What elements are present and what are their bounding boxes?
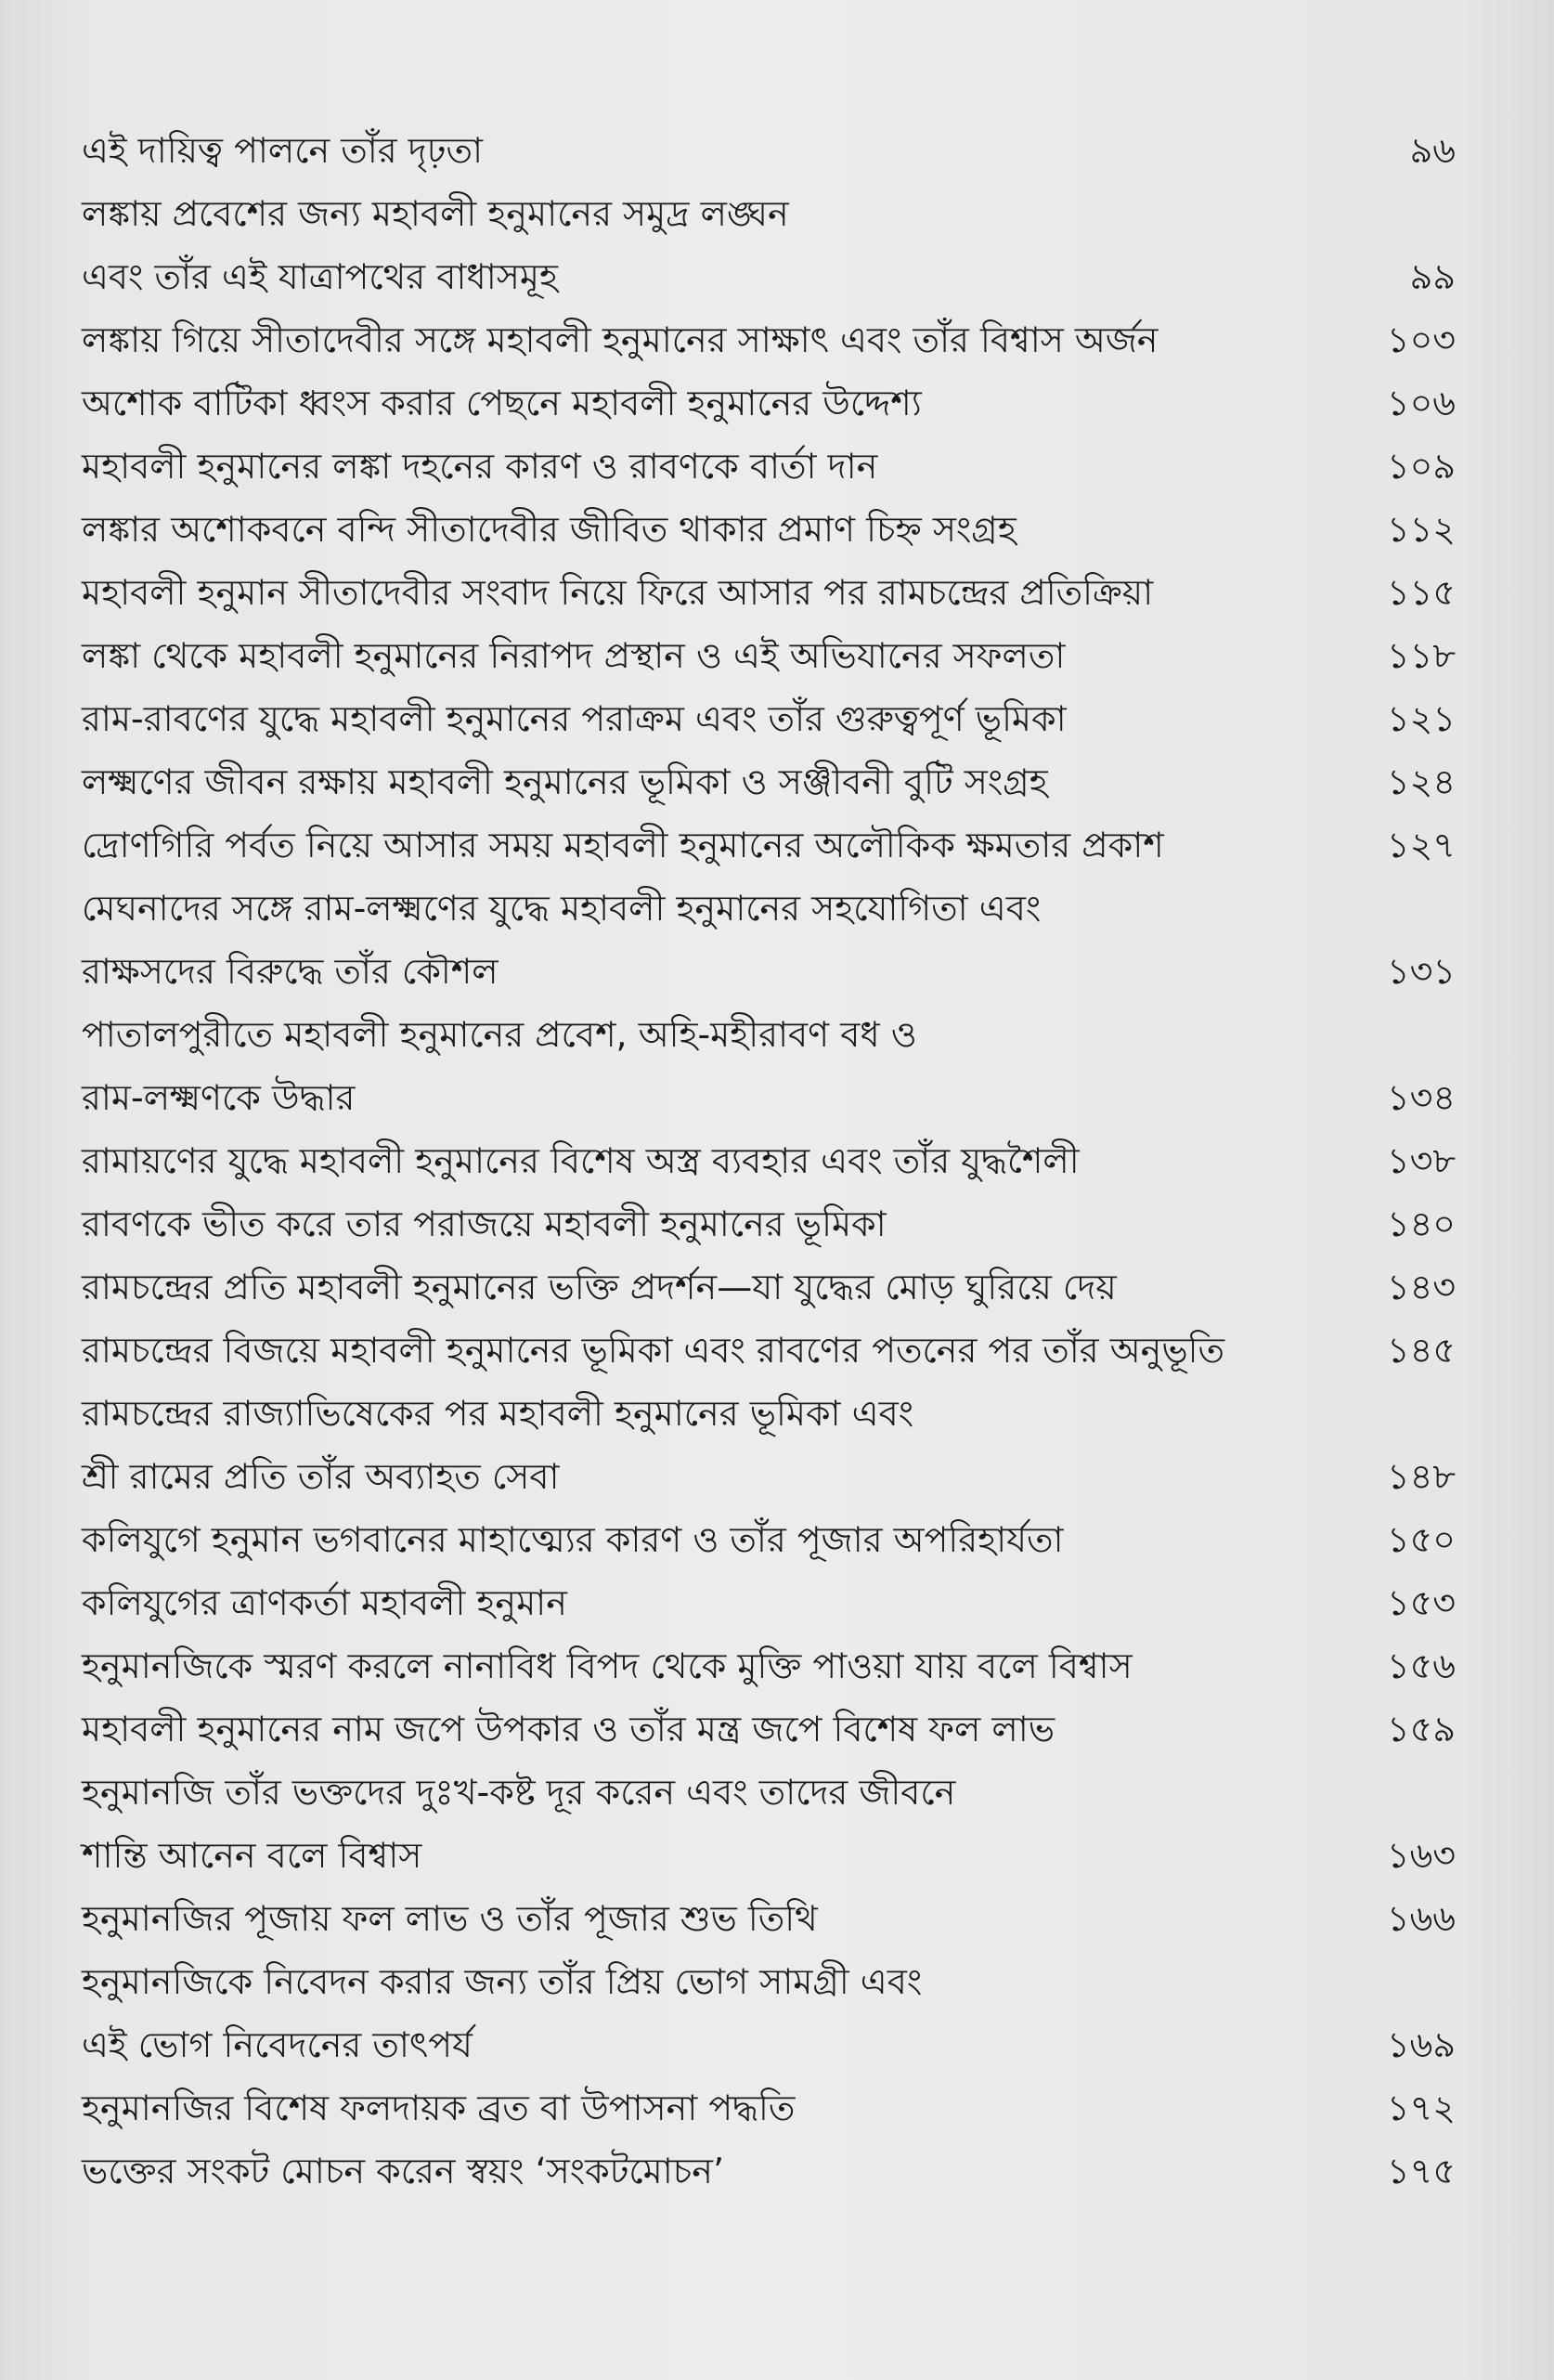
toc-entry (82, 2076, 1456, 2139)
toc-entry (82, 1571, 1456, 1634)
toc-entry-line (82, 1950, 1456, 2013)
toc-entry-line (82, 940, 1456, 1003)
toc-entry-title: এবং তাঁর এই যাত্রাপথের বাধাসমূহ (82, 256, 558, 297)
toc-entry (82, 687, 1456, 750)
toc-page-number: ৯৬ (1409, 130, 1456, 171)
toc-entry (82, 308, 1456, 371)
toc-entry-title: হনুমানজি তাঁর ভক্তদের দুঃখ-কষ্ট দূর করেন এবং তাদের জীবনে (82, 1772, 956, 1813)
toc-page-number: ১১৮ (1387, 635, 1456, 676)
toc-page-number: ১৪৩ (1386, 1267, 1456, 1307)
toc-entry-line (82, 1192, 1456, 1255)
toc-entry-title: মহাবলী হনুমানের লঙ্কা দহনের কারণ ও রাবণকে বার্তা দান (82, 446, 878, 487)
toc-entry-line (82, 1508, 1456, 1571)
toc-entry (82, 1950, 1456, 2076)
toc-page-number: ১১৫ (1387, 572, 1456, 613)
toc-page-number: ১০৩ (1386, 319, 1456, 360)
toc-entry (82, 182, 1456, 308)
toc-entry-line (82, 1571, 1456, 1634)
toc-entry-line (82, 2139, 1456, 2203)
toc-entry-title: হনুমানজিকে স্মরণ করলে নানাবিধ বিপদ থেকে মুক্তি পাওয়া যায় বলে বিশ্বাস (82, 1645, 1133, 1686)
toc-entry-title: মহাবলী হনুমান সীতাদেবীর সংবাদ নিয়ে ফিরে আসার পর রামচন্দ্রের প্রতিক্রিয়া (82, 572, 1154, 613)
toc-entry-title: লঙ্কায় গিয়ে সীতাদেবীর সঙ্গে মহাবলী হনুমানের সাক্ষাৎ এবং তাঁর বিশ্বাস অর্জন (82, 319, 1159, 360)
toc-entry-line (82, 308, 1456, 371)
toc-entry-title: এই দায়িত্ব পালনে তাঁর দৃঢ়তা (82, 130, 483, 171)
toc-page-number: ১৩১ (1386, 951, 1456, 992)
toc-page-number: ১৫৬ (1386, 1645, 1456, 1686)
toc-entry-line (82, 119, 1456, 182)
toc-entry-line (82, 435, 1456, 498)
toc-entry-line (82, 1382, 1456, 1445)
toc-entry (82, 1319, 1456, 1382)
toc-page-number: ১৪০ (1386, 1203, 1456, 1244)
toc-entry (82, 435, 1456, 498)
toc-entry-line (82, 1761, 1456, 1824)
toc-entry-title: রামায়ণের যুদ্ধে মহাবলী হনুমানের বিশেষ অস্ত্র ব্যবহার এবং তাঁর যুদ্ধশৈলী (82, 1140, 1080, 1181)
toc-entry-title: হনুমানজির বিশেষ ফলদায়ক ব্রত বা উপাসনা পদ্ধতি (82, 2087, 796, 2128)
toc-page-number: ১১২ (1386, 509, 1456, 550)
toc-page-number: ১২৪ (1386, 761, 1456, 802)
toc-page-number: ১৭৫ (1386, 2151, 1456, 2191)
toc-entry-line (82, 371, 1456, 435)
toc-entry-title: লঙ্কা থেকে মহাবলী হনুমানের নিরাপদ প্রস্থান ও এই অভিযানের সফলতা (82, 635, 1066, 676)
toc-entry-title: লঙ্কায় প্রবেশের জন্য মহাবলী হনুমানের সমুদ্র লঙ্ঘন (82, 193, 789, 234)
toc-entry (82, 1697, 1456, 1761)
toc-entry (82, 1192, 1456, 1255)
toc-entry-title: রামচন্দ্রের প্রতি মহাবলী হনুমানের ভক্তি প্রদর্শন—যা যুদ্ধের মোড় ঘুরিয়ে দেয় (82, 1267, 1117, 1307)
toc-entry-line (82, 1445, 1456, 1508)
toc-entry-title: মেঘনাদের সঙ্গে রাম-লক্ষ্মণের যুদ্ধে মহাবলী হনুমানের সহযোগিতা এবং (82, 888, 1042, 929)
toc-entry-title: হনুমানজিকে নিবেদন করার জন্য তাঁর প্রিয় ভোগ সামগ্রী এবং (82, 1961, 923, 2002)
toc-entry-title: লঙ্কার অশোকবনে বন্দি সীতাদেবীর জীবিত থাকার প্রমাণ চিহ্ন সংগ্রহ (82, 509, 1017, 550)
toc-entry (82, 1887, 1456, 1950)
toc-page-number: ১২১ (1386, 698, 1456, 739)
toc-entry-line (82, 498, 1456, 561)
toc-entry-title: রাম-লক্ষ্মণকে উদ্ধার (82, 1077, 356, 1118)
toc-entry-line (82, 2076, 1456, 2139)
toc-page-number: ১৪৮ (1387, 1456, 1456, 1497)
toc-entry-line (82, 1066, 1456, 1129)
toc-entry-line (82, 1697, 1456, 1761)
toc-entry-line (82, 561, 1456, 624)
toc-entry-title: শান্তি আনেন বলে বিশ্বাস (82, 1835, 422, 1876)
toc-entry-line (82, 624, 1456, 687)
toc-entry-line (82, 750, 1456, 813)
toc-entry-title: রাক্ষসদের বিরুদ্ধে তাঁর কৌশল (82, 951, 499, 992)
toc-entry-title: রাম-রাবণের যুদ্ধে মহাবলী হনুমানের পরাক্রম এবং তাঁর গুরুত্বপূর্ণ ভূমিকা (82, 698, 1067, 739)
toc-entry (82, 877, 1456, 1003)
toc-page-number: ১০৬ (1386, 383, 1456, 423)
toc-entry-title: রামচন্দ্রের রাজ্যাভিষেকের পর মহাবলী হনুমানের ভূমিকা এবং (82, 1393, 914, 1434)
toc-entry-title: অশোক বাটিকা ধ্বংস করার পেছনে মহাবলী হনুমানের উদ্দেশ্য (82, 383, 922, 423)
toc-page-number: ১৩৮ (1386, 1140, 1456, 1181)
toc-entry-line (82, 1003, 1456, 1066)
toc-entry (82, 1634, 1456, 1697)
toc-entry (82, 624, 1456, 687)
table-of-contents (82, 119, 1456, 2203)
toc-entry-title: লক্ষ্মণের জীবন রক্ষায় মহাবলী হনুমানের ভূমিকা ও সঞ্জীবনী বুটি সংগ্রহ (82, 761, 1048, 802)
toc-page-number: ১৬৬ (1386, 1898, 1456, 1939)
toc-entry-title: রাবণকে ভীত করে তার পরাজয়ে মহাবলী হনুমানের ভূমিকা (82, 1203, 887, 1244)
toc-entry-title: কলিযুগের ত্রাণকর্তা মহাবলী হনুমান (82, 1582, 567, 1623)
toc-entry-line (82, 687, 1456, 750)
toc-entry-title: হনুমানজির পূজায় ফল লাভ ও তাঁর পূজার শুভ তিথি (82, 1898, 818, 1939)
toc-entry-title: কলিযুগে হনুমান ভগবানের মাহাত্ম্যের কারণ ও তাঁর পূজার অপরিহার্যতা (82, 1519, 1064, 1560)
toc-page-number: ১৬৯ (1386, 2024, 1456, 2065)
toc-entry (82, 561, 1456, 624)
toc-entry-title: দ্রোণগিরি পর্বত নিয়ে আসার সময় মহাবলী হনুমানের অলৌকিক ক্ষমতার প্রকাশ (82, 825, 1164, 865)
toc-entry-title: রামচন্দ্রের বিজয়ে মহাবলী হনুমানের ভূমিকা এবং রাবণের পতনের পর তাঁর অনুভূতি (82, 1330, 1225, 1371)
toc-entry-line (82, 1887, 1456, 1950)
toc-page-number: ১৭২ (1386, 2087, 1456, 2128)
toc-entry-line (82, 813, 1456, 877)
toc-entry (82, 1129, 1456, 1192)
toc-page-number: ১৩৪ (1386, 1077, 1456, 1118)
toc-page-number: ১০৯ (1386, 446, 1456, 487)
toc-entry (82, 1003, 1456, 1129)
toc-entry-line (82, 2013, 1456, 2076)
toc-entry (82, 1508, 1456, 1571)
toc-page-number: ১৪৫ (1387, 1330, 1456, 1371)
toc-page-number: ১৫৩ (1386, 1582, 1456, 1623)
toc-entry (82, 750, 1456, 813)
toc-entry (82, 119, 1456, 182)
toc-page-number: ১৬৩ (1386, 1835, 1456, 1876)
toc-entry (82, 371, 1456, 435)
toc-page-number: ১৫০ (1386, 1519, 1456, 1560)
toc-entry (82, 498, 1456, 561)
toc-entry-line (82, 1319, 1456, 1382)
toc-entry (82, 1255, 1456, 1319)
toc-entry-title: এই ভোগ নিবেদনের তাৎপর্য (82, 2024, 473, 2065)
toc-entry (82, 1382, 1456, 1508)
toc-entry-line (82, 1255, 1456, 1319)
toc-entry (82, 1761, 1456, 1887)
toc-entry-title: মহাবলী হনুমানের নাম জপে উপকার ও তাঁর মন্ত্র জপে বিশেষ ফল লাভ (82, 1709, 1055, 1749)
toc-entry-line (82, 245, 1456, 308)
toc-entry-line (82, 1634, 1456, 1697)
toc-page-number: ১২৭ (1386, 825, 1456, 865)
toc-page-number: ৯৯ (1409, 256, 1456, 297)
toc-entry-title: পাতালপুরীতে মহাবলী হনুমানের প্রবেশ, অহি-মহীরাবণ বধ ও (82, 1014, 917, 1055)
toc-entry (82, 813, 1456, 877)
toc-entry-line (82, 1129, 1456, 1192)
toc-entry-line (82, 1824, 1456, 1887)
toc-entry-line (82, 182, 1456, 245)
toc-page-number: ১৫৯ (1387, 1709, 1456, 1749)
toc-entry-line (82, 877, 1456, 940)
toc-entry-title: ভক্তের সংকট মোচন করেন স্বয়ং ‘সংকটমোচন’ (82, 2151, 725, 2191)
toc-entry-title: শ্রী রামের প্রতি তাঁর অব্যাহত সেবা (82, 1456, 560, 1497)
toc-entry (82, 2139, 1456, 2203)
